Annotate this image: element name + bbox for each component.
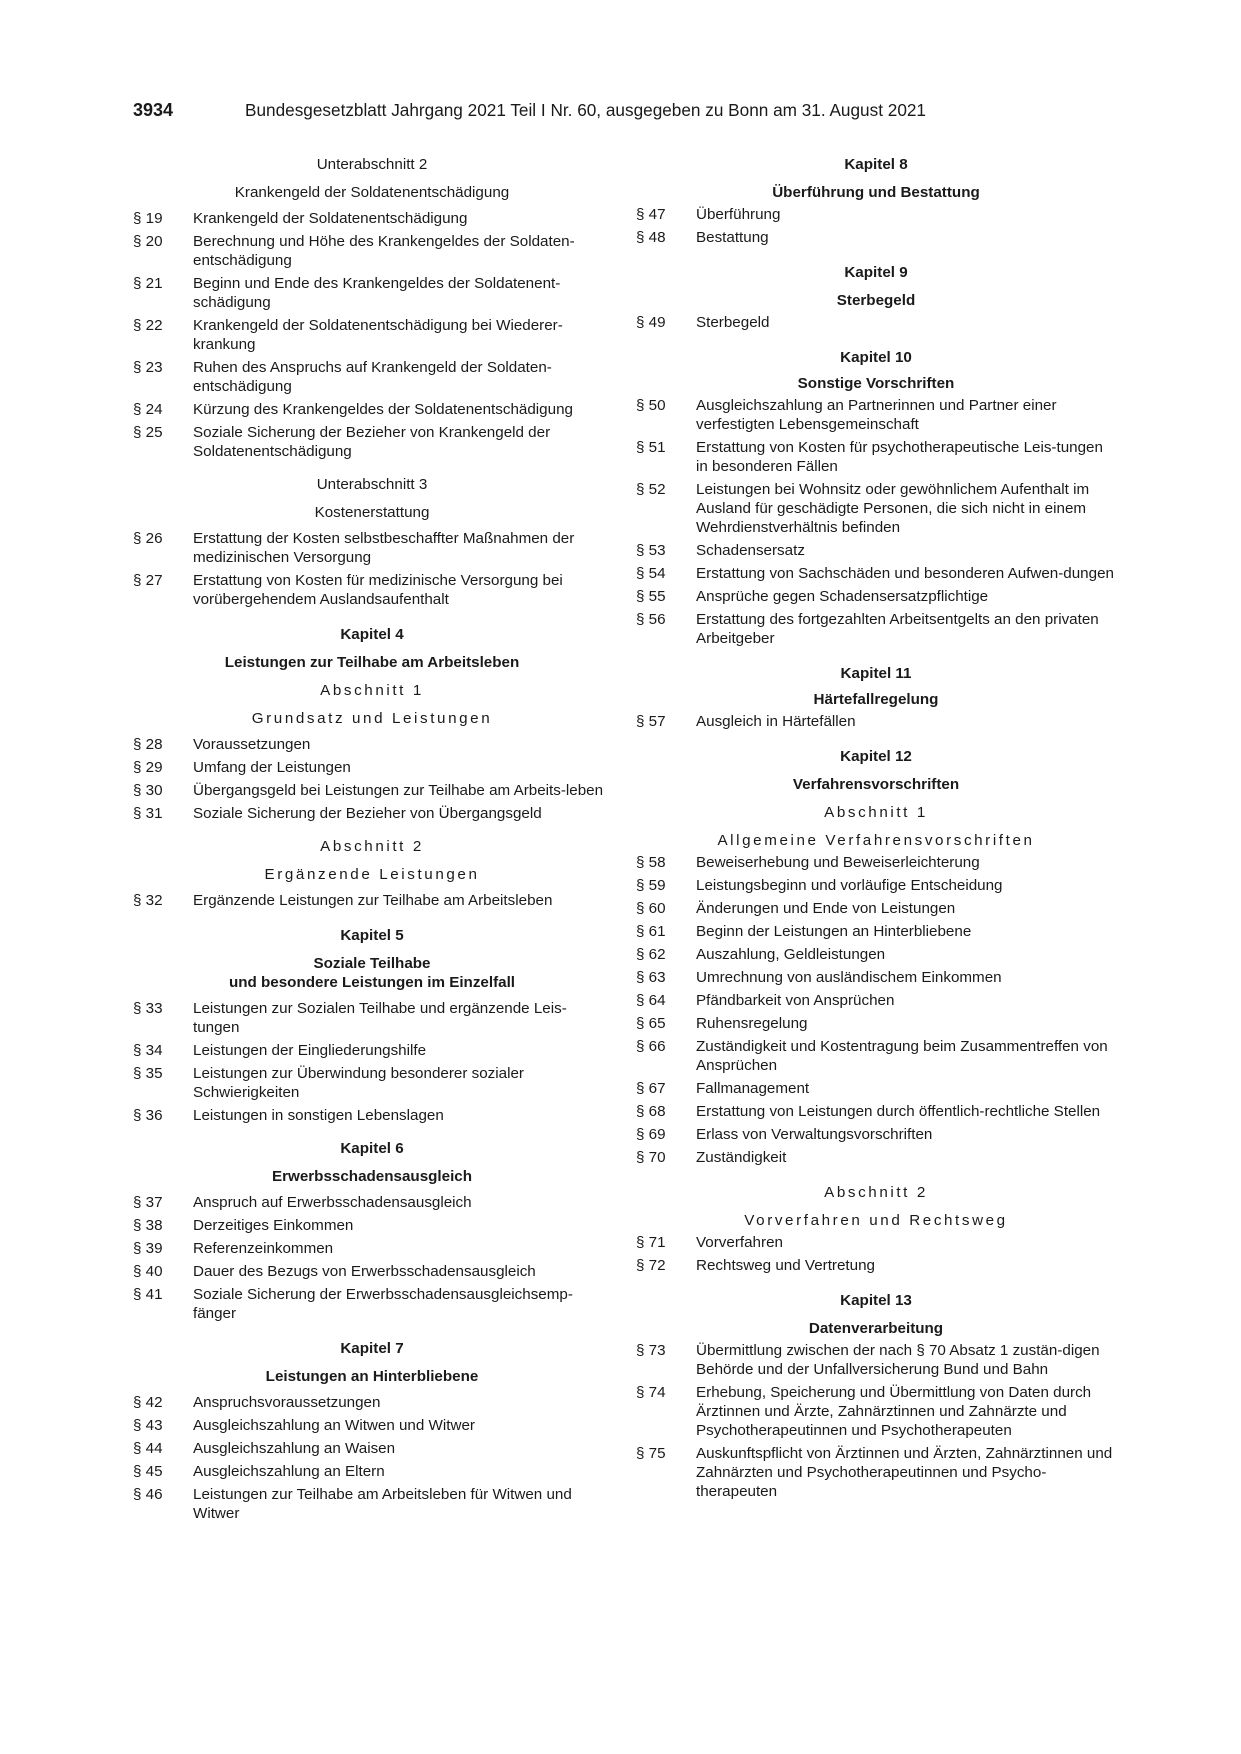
section-number: § 44 xyxy=(133,1440,163,1457)
section-number: § 27 xyxy=(133,572,163,589)
section-number: § 32 xyxy=(133,892,163,909)
page-number: 3934 xyxy=(133,100,174,120)
toc-entry xyxy=(636,1383,1116,1440)
section-title: Ergänzende Leistungen zur Teilhabe am Arbeitsleben xyxy=(193,892,553,909)
toc-entry xyxy=(636,1014,1116,1033)
section-title: Zuständigkeit und Kostentragung beim Zusammentreffen von Ansprüchen xyxy=(696,1038,1108,1074)
section-title: Erstattung von Kosten für psychotherapeutische Leis-tungen in besonderen Fällen xyxy=(696,439,1103,475)
toc-entry xyxy=(636,1079,1116,1098)
section-title: Ausgleichszahlung an Eltern xyxy=(193,1463,385,1480)
section-number: § 71 xyxy=(636,1234,666,1251)
toc-entry xyxy=(133,1262,611,1281)
section-number: § 23 xyxy=(133,359,163,376)
section-title: Umfang der Leistungen xyxy=(193,759,351,776)
section-title: Leistungen bei Wohnsitz oder gewöhnlichem Aufenthalt im Ausland für geschädigte Personen, die sich nicht in einem Wehrdienstverhältnis befinden xyxy=(696,481,1090,536)
section-heading: Kapitel 7 xyxy=(340,1340,404,1357)
toc-entry xyxy=(636,899,1116,918)
section-number: § 33 xyxy=(133,1000,163,1017)
section-number: § 37 xyxy=(133,1194,163,1211)
section-title: Soziale Sicherung der Bezieher von Übergangsgeld xyxy=(193,805,542,822)
toc-entry xyxy=(636,712,1116,731)
toc-entry xyxy=(636,564,1116,583)
section-number: § 66 xyxy=(636,1038,666,1055)
section-number: § 62 xyxy=(636,946,666,963)
section-number: § 59 xyxy=(636,877,666,894)
section-number: § 52 xyxy=(636,481,666,498)
section-number: § 75 xyxy=(636,1445,666,1462)
section-number: § 36 xyxy=(133,1107,163,1124)
toc-entry xyxy=(636,205,1116,224)
section-title: Berechnung und Höhe des Krankengeldes der Soldaten-entschädigung xyxy=(193,233,575,269)
section-title: Leistungen der Eingliederungshilfe xyxy=(193,1042,427,1059)
section-title: Pfändbarkeit von Ansprüchen xyxy=(696,992,895,1009)
section-number: § 51 xyxy=(636,439,666,456)
toc-entry xyxy=(133,400,611,419)
page-title: Bundesgesetzblatt Jahrgang 2021 Teil I Nr. 60, ausgegeben zu Bonn am 31. August 2021 xyxy=(245,100,926,120)
section-heading: Überführung und Bestattung xyxy=(772,184,980,201)
toc-entry xyxy=(133,423,611,461)
toc-entry xyxy=(636,945,1116,964)
section-title: Beweiserhebung und Beweiserleichterung xyxy=(696,854,980,871)
section-title: Leistungsbeginn und vorläufige Entscheidung xyxy=(696,877,1003,894)
section-title: Auszahlung, Geldleistungen xyxy=(696,946,886,963)
section-heading: Erwerbsschadensausgleich xyxy=(271,1168,473,1185)
toc-entry xyxy=(133,758,611,777)
section-title: Krankengeld der Soldatenentschädigung xyxy=(193,210,468,227)
toc-entry xyxy=(636,396,1116,434)
section-title: Ruhensregelung xyxy=(696,1015,808,1032)
section-number: § 42 xyxy=(133,1394,163,1411)
section-heading: Soziale Teilhabe xyxy=(313,955,431,972)
toc-entry xyxy=(636,610,1116,648)
section-heading: Sonstige Vorschriften xyxy=(797,375,955,392)
section-number: § 31 xyxy=(133,805,163,822)
toc-entry xyxy=(636,1256,1116,1275)
section-number: § 50 xyxy=(636,397,666,414)
section-heading: Krankengeld der Soldatenentschädigung xyxy=(234,184,510,201)
section-number: § 54 xyxy=(636,565,666,582)
toc-entry xyxy=(133,274,611,312)
section-title: Anspruchsvoraussetzungen xyxy=(193,1394,381,1411)
section-title: Erstattung von Leistungen durch öffentlich-rechtliche Stellen xyxy=(696,1103,1101,1120)
toc-entry xyxy=(133,358,611,396)
section-heading: Unterabschnitt 2 xyxy=(316,156,428,173)
toc-entry xyxy=(133,316,611,354)
section-heading: Kapitel 13 xyxy=(840,1292,912,1309)
section-title: Leistungen zur Sozialen Teilhabe und ergänzende Leis-tungen xyxy=(193,1000,567,1036)
section-title: Schadensersatz xyxy=(696,542,805,559)
toc-entry xyxy=(636,587,1116,606)
section-heading: Vorverfahren und Rechtsweg xyxy=(744,1212,1008,1229)
section-number: § 24 xyxy=(133,401,163,418)
section-number: § 70 xyxy=(636,1149,666,1166)
section-number: § 20 xyxy=(133,233,163,250)
section-title: Bestattung xyxy=(696,229,769,246)
toc-entry xyxy=(636,1444,1116,1501)
section-number: § 55 xyxy=(636,588,666,605)
section-heading: Grundsatz und Leistungen xyxy=(251,710,493,727)
section-number: § 74 xyxy=(636,1384,666,1401)
section-title: Rechtsweg und Vertretung xyxy=(696,1257,875,1274)
section-heading: Kapitel 11 xyxy=(840,665,912,682)
section-title: Ausgleichszahlung an Waisen xyxy=(193,1440,396,1457)
toc-entry xyxy=(636,1341,1116,1379)
section-title: Änderungen und Ende von Leistungen xyxy=(696,900,956,917)
section-title: Derzeitiges Einkommen xyxy=(193,1217,354,1234)
section-number: § 40 xyxy=(133,1263,163,1280)
toc-entry xyxy=(133,804,611,823)
section-number: § 43 xyxy=(133,1417,163,1434)
section-heading: Abschnitt 1 xyxy=(320,682,424,699)
section-title: Krankengeld der Soldatenentschädigung bei Wiederer-krankung xyxy=(193,317,563,353)
toc-entry xyxy=(133,1064,611,1102)
section-number: § 26 xyxy=(133,530,163,547)
toc-entry xyxy=(133,529,611,567)
toc-entry xyxy=(636,228,1116,247)
toc-entry xyxy=(636,876,1116,895)
section-number: § 73 xyxy=(636,1342,666,1359)
section-heading: Leistungen zur Teilhabe am Arbeitsleben xyxy=(224,654,520,671)
section-title: Soziale Sicherung der Erwerbsschadensausgleichsemp-fänger xyxy=(193,1286,573,1322)
section-title: Beginn und Ende des Krankengeldes der Soldatenent-schädigung xyxy=(193,275,561,311)
section-title: Leistungen zur Überwindung besonderer sozialer Schwierigkeiten xyxy=(193,1065,524,1101)
section-number: § 56 xyxy=(636,611,666,628)
section-title: Sterbegeld xyxy=(696,314,770,331)
section-number: § 67 xyxy=(636,1080,666,1097)
toc-entry xyxy=(636,1125,1116,1144)
section-number: § 34 xyxy=(133,1042,163,1059)
section-title: Erstattung der Kosten selbstbeschaffter Maßnahmen der medizinischen Versorgung xyxy=(193,530,575,566)
section-title: Dauer des Bezugs von Erwerbsschadensausgleich xyxy=(193,1263,536,1280)
section-number: § 41 xyxy=(133,1286,163,1303)
toc-entry xyxy=(133,999,611,1037)
left-column xyxy=(133,155,611,1527)
section-title: Voraussetzungen xyxy=(193,736,311,753)
section-number: § 48 xyxy=(636,229,666,246)
section-heading: Abschnitt 2 xyxy=(320,838,424,855)
section-number: § 30 xyxy=(133,782,163,799)
section-title: Erhebung, Speicherung und Übermittlung von Daten durch Ärztinnen und Ärzte, Zahnärztinnen und Zahnärzte und Psychotherapeutinnen und Psychotherapeuten xyxy=(696,1384,1092,1439)
section-number: § 47 xyxy=(636,206,666,223)
toc-entry xyxy=(133,232,611,270)
toc-entry xyxy=(636,480,1116,537)
section-number: § 45 xyxy=(133,1463,163,1480)
section-title: Referenzeinkommen xyxy=(193,1240,334,1257)
section-title: Erstattung von Sachschäden und besonderen Aufwen-dungen xyxy=(696,565,1114,582)
section-number: § 68 xyxy=(636,1103,666,1120)
section-heading: Datenverarbeitung xyxy=(808,1320,944,1337)
page-header xyxy=(133,100,1003,126)
right-column xyxy=(636,155,1116,1505)
section-title: Anspruch auf Erwerbsschadensausgleich xyxy=(193,1194,472,1211)
toc-entry xyxy=(636,991,1116,1010)
section-number: § 19 xyxy=(133,210,163,227)
section-heading: Leistungen an Hinterbliebene xyxy=(265,1368,479,1385)
section-heading: Abschnitt 1 xyxy=(824,804,928,821)
toc-entry xyxy=(133,1416,611,1435)
section-number: § 65 xyxy=(636,1015,666,1032)
section-heading: und besondere Leistungen im Einzelfall xyxy=(228,974,516,991)
section-number: § 28 xyxy=(133,736,163,753)
toc-entry xyxy=(636,1148,1116,1167)
section-title: Leistungen in sonstigen Lebenslagen xyxy=(193,1107,444,1124)
section-number: § 25 xyxy=(133,424,163,441)
section-title: Auskunftspflicht von Ärztinnen und Ärzten, Zahnärztinnen und Zahnärzten und Psychotherapeutinnen und Psycho-therapeuten xyxy=(696,1445,1113,1500)
section-heading: Sterbegeld xyxy=(836,292,916,309)
section-title: Übermittlung zwischen der nach § 70 Absatz 1 zustän-digen Behörde und der Unfallversicherung Bund und Bahn xyxy=(696,1342,1100,1378)
section-heading: Kapitel 6 xyxy=(340,1140,404,1157)
section-heading: Ergänzende Leistungen xyxy=(264,866,480,883)
section-heading: Unterabschnitt 3 xyxy=(316,476,428,493)
section-title: Vorverfahren xyxy=(696,1234,783,1251)
section-number: § 64 xyxy=(636,992,666,1009)
section-title: Erstattung des fortgezahlten Arbeitsentgelts an den privaten Arbeitgeber xyxy=(696,611,1099,647)
section-heading: Allgemeine Verfahrensvorschriften xyxy=(717,832,1035,849)
toc-entry xyxy=(133,209,611,228)
toc-entry xyxy=(133,1216,611,1235)
section-title: Ausgleichszahlung an Witwen und Witwer xyxy=(193,1417,475,1434)
section-heading: Härtefallregelung xyxy=(813,691,939,708)
section-title: Erlass von Verwaltungsvorschriften xyxy=(696,1126,933,1143)
section-heading: Kostenerstattung xyxy=(314,504,430,521)
section-heading: Verfahrensvorschriften xyxy=(792,776,960,793)
section-number: § 21 xyxy=(133,275,163,292)
section-number: § 60 xyxy=(636,900,666,917)
toc-entry xyxy=(133,1462,611,1481)
toc-entry xyxy=(133,1041,611,1060)
section-number: § 46 xyxy=(133,1486,163,1503)
section-title: Leistungen zur Teilhabe am Arbeitsleben für Witwen und Witwer xyxy=(193,1486,572,1522)
section-title: Übergangsgeld bei Leistungen zur Teilhabe am Arbeits-leben xyxy=(193,782,604,799)
section-number: § 29 xyxy=(133,759,163,776)
toc-entry xyxy=(636,1233,1116,1252)
section-number: § 61 xyxy=(636,923,666,940)
section-heading: Kapitel 12 xyxy=(840,748,912,765)
section-title: Fallmanagement xyxy=(696,1080,810,1097)
section-title: Ausgleichszahlung an Partnerinnen und Partner einer verfestigten Lebensgemeinschaft xyxy=(696,397,1057,433)
toc-entry xyxy=(636,968,1116,987)
toc-entry xyxy=(133,1239,611,1258)
toc-entry xyxy=(133,571,611,609)
section-number: § 22 xyxy=(133,317,163,334)
toc-entry xyxy=(636,1102,1116,1121)
section-title: Ansprüche gegen Schadensersatzpflichtige xyxy=(696,588,989,605)
toc-entry xyxy=(133,1439,611,1458)
toc-entry xyxy=(636,313,1116,332)
section-number: § 35 xyxy=(133,1065,163,1082)
section-heading: Kapitel 5 xyxy=(340,927,404,944)
section-title: Erstattung von Kosten für medizinische Versorgung bei vorübergehendem Auslandsaufenthalt xyxy=(193,572,563,608)
toc-entry xyxy=(133,1193,611,1212)
toc-entry xyxy=(133,1106,611,1125)
section-heading: Kapitel 8 xyxy=(844,156,908,173)
toc-entry xyxy=(636,438,1116,476)
section-heading: Kapitel 9 xyxy=(844,264,908,281)
toc-entry xyxy=(133,1285,611,1323)
section-number: § 72 xyxy=(636,1257,666,1274)
section-title: Kürzung des Krankengeldes der Soldatenentschädigung xyxy=(193,401,573,418)
section-heading: Kapitel 10 xyxy=(840,349,912,366)
section-title: Umrechnung von ausländischem Einkommen xyxy=(696,969,1002,986)
section-number: § 38 xyxy=(133,1217,163,1234)
section-title: Ruhen des Anspruchs auf Krankengeld der Soldaten-entschädigung xyxy=(193,359,552,395)
toc-entry xyxy=(133,781,611,800)
toc-entry xyxy=(636,853,1116,872)
section-heading: Abschnitt 2 xyxy=(824,1184,928,1201)
section-title: Beginn der Leistungen an Hinterbliebene xyxy=(696,923,972,940)
section-number: § 57 xyxy=(636,713,666,730)
toc-entry xyxy=(133,735,611,754)
section-title: Überführung xyxy=(696,206,781,223)
toc-entry xyxy=(636,922,1116,941)
section-title: Zuständigkeit xyxy=(696,1149,787,1166)
toc-entry xyxy=(636,541,1116,560)
section-title: Ausgleich in Härtefällen xyxy=(696,713,856,730)
section-number: § 49 xyxy=(636,314,666,331)
section-number: § 39 xyxy=(133,1240,163,1257)
toc-entry xyxy=(133,1393,611,1412)
section-heading: Kapitel 4 xyxy=(340,626,404,643)
section-number: § 63 xyxy=(636,969,666,986)
section-number: § 58 xyxy=(636,854,666,871)
toc-entry xyxy=(636,1037,1116,1075)
section-title: Soziale Sicherung der Bezieher von Krankengeld der Soldatenentschädigung xyxy=(193,424,551,460)
toc-entry xyxy=(133,891,611,910)
toc-entry xyxy=(133,1485,611,1523)
section-number: § 53 xyxy=(636,542,666,559)
section-number: § 69 xyxy=(636,1126,666,1143)
